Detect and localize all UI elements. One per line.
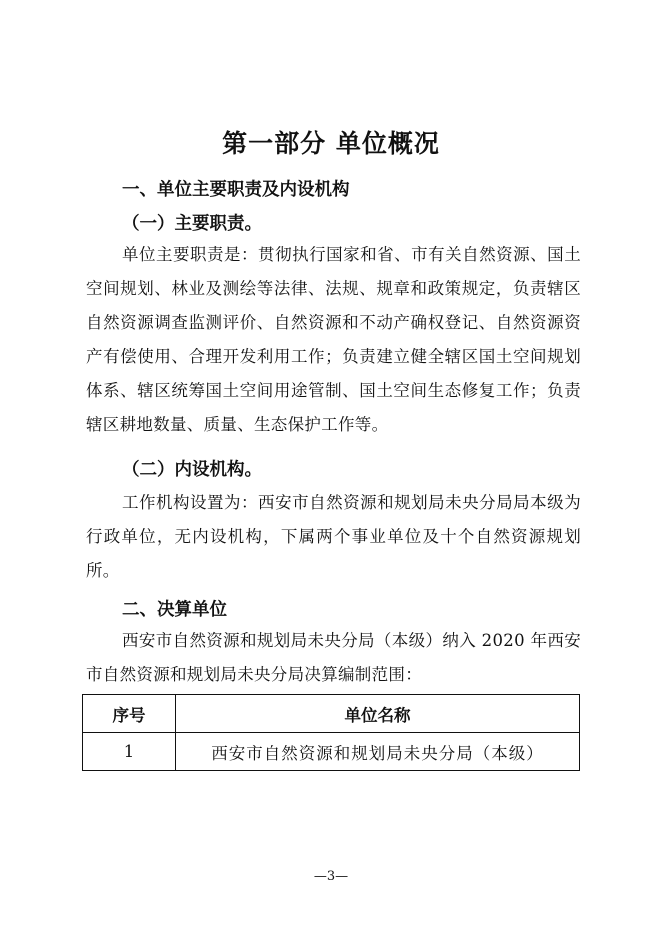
unit-table: [82, 694, 580, 771]
header-unit-name: 单位名称: [176, 695, 580, 733]
table-header-row: [83, 695, 580, 733]
section1-heading: 一、单位主要职责及内设机构: [122, 180, 350, 200]
page-number: —3—: [313, 869, 349, 884]
duties-paragraph: 单位主要职责是：贯彻执行国家和省、市有关自然资源、国土空间规划、林业及测绘等法律、法规、规章和政策规定，负责辖区自然资源调查监测评价、自然资源和不动产确权登记、自然资源资产有偿使用、合理开发利用工作；负责建立健全辖区国土空间规划体系、辖区统筹国土空间用途管制、国土空间生态修复工作；负责辖区耕地数量、质量、生态保护工作等。: [86, 245, 581, 434]
budget-unit-paragraph: 西安市自然资源和规划局未央分局（本级）纳入 2020 年西安市自然资源和规划局未央分局决算编制范围：: [86, 631, 581, 684]
cell-index: 1: [83, 733, 176, 771]
header-index: 序号: [83, 695, 176, 733]
cell-unit-name: 西安市自然资源和规划局未央分局（本级）: [176, 733, 580, 771]
organization-paragraph: 工作机构设置为：西安市自然资源和规划局未央分局局本级为行政单位，无内设机构，下属两个事业单位及十个自然资源规划所。: [86, 493, 581, 580]
section2-heading: 二、决算单位: [122, 600, 227, 620]
section1-sub2-heading: （二）内设机构。: [122, 460, 262, 480]
section1-sub1-heading: （一）主要职责。: [122, 214, 262, 234]
table-row: [83, 733, 580, 771]
page-title: 第一部分 单位概况: [222, 129, 440, 158]
